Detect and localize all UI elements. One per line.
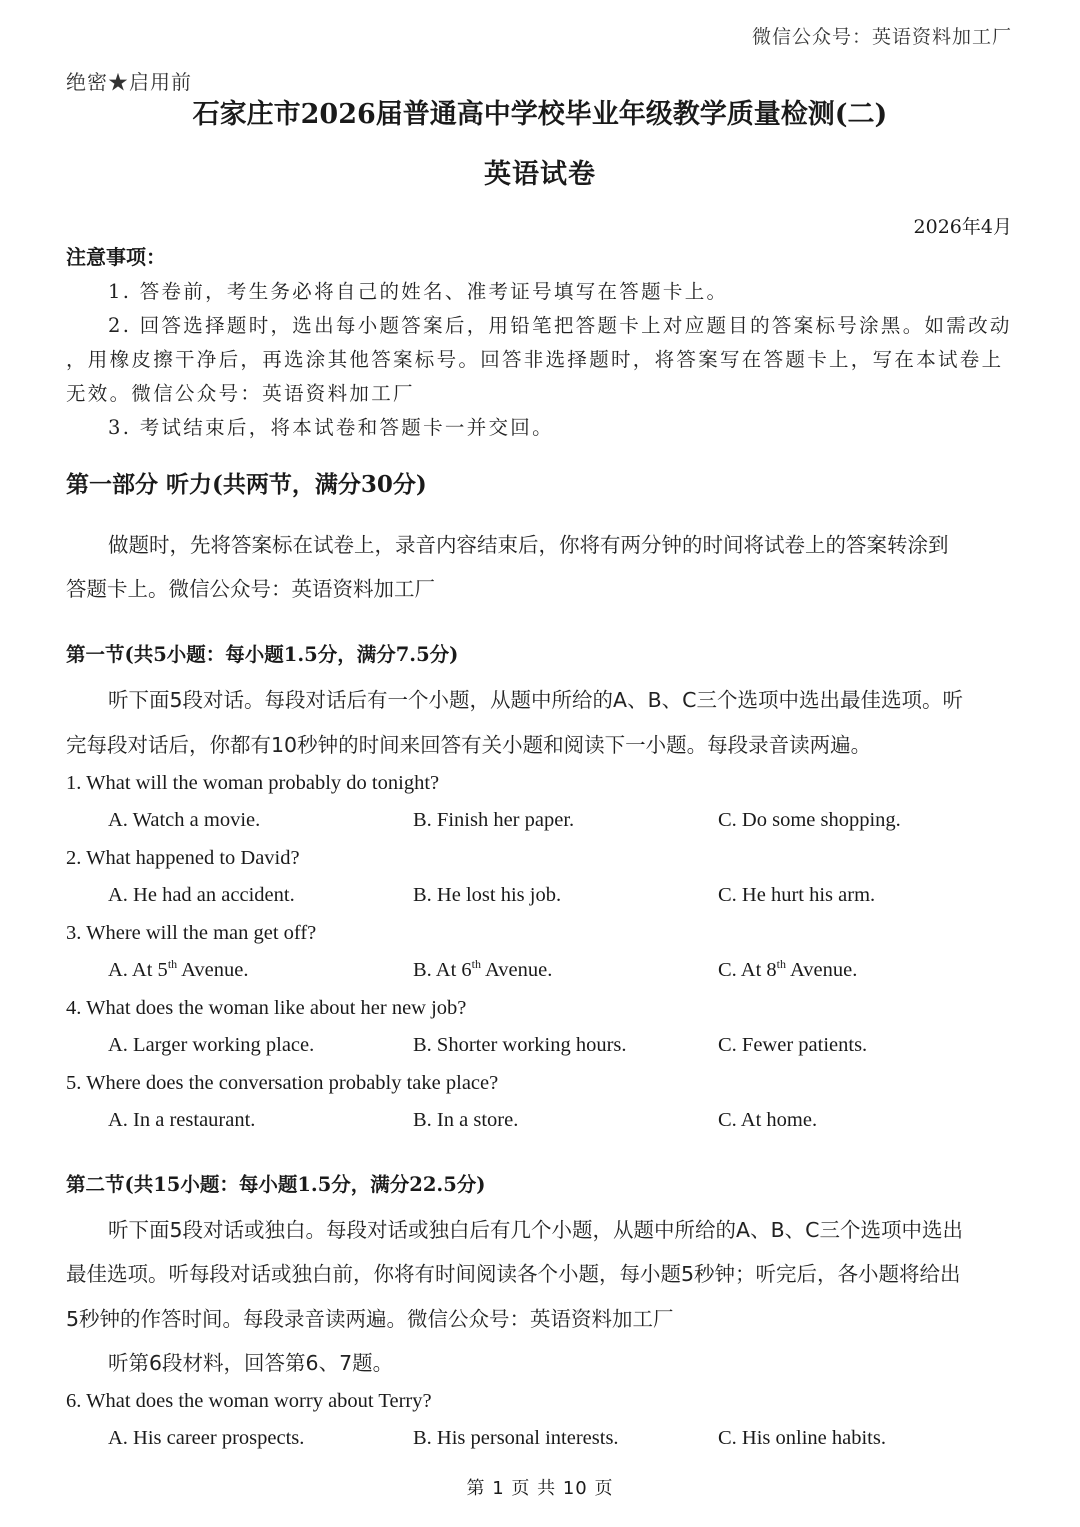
- exam-title: 石家庄市2026届普通高中学校毕业年级教学质量检测(二): [192, 99, 888, 130]
- notice-line-2a: 2. 回答选择题时，选出每小题答案后，用铅笔把答题卡上对应题目的答案标号涂黑。如需改动: [108, 314, 1012, 337]
- q2-option-a: A. He had an accident.: [108, 884, 295, 906]
- q5-option-c: C. At home.: [718, 1109, 818, 1131]
- q4-option-a: A. Larger working place.: [108, 1034, 315, 1056]
- exam-subtitle: 英语试卷: [484, 159, 596, 190]
- watermark-header: 微信公众号：英语资料加工厂: [751, 26, 1012, 48]
- section2-sub6: 听第6段材料，回答第6、7题。: [108, 1351, 394, 1375]
- section1-intro-a: 听下面5段对话。每段对话后有一个小题，从题中所给的A、B、C三个选项中选出最佳选项。听: [108, 688, 963, 712]
- q2-option-c: C. He hurt his arm.: [718, 884, 876, 906]
- question-4: 4. What does the woman like about her new job?: [66, 997, 467, 1019]
- q1-option-a: A. Watch a movie.: [108, 809, 261, 831]
- section2-title: 第二节(共15小题：每小题1.5分，满分22.5分): [66, 1173, 486, 1196]
- notice-line-2c: 无效。微信公众号：英语资料加工厂: [66, 382, 415, 405]
- notice-line-2b: ，用橡皮擦干净后，再选涂其他答案标号。回答非选择题时，将答案写在答题卡上，写在本试卷上: [66, 348, 1004, 371]
- question-6: 6. What does the woman worry about Terry?: [66, 1390, 432, 1412]
- notice-line-1: 1. 答卷前，考生务必将自己的姓名、准考证号填写在答题卡上。: [108, 280, 729, 303]
- page-number: 第 1 页 共 10 页: [466, 1478, 614, 1499]
- question-5: 5. Where does the conversation probably take place?: [66, 1072, 499, 1094]
- part1-title: 第一部分 听力(共两节，满分30分): [66, 471, 427, 498]
- section1-intro-b: 完每段对话后，你都有10秒钟的时间来回答有关小题和阅读下一小题。每段录音读两遍。: [66, 733, 872, 757]
- exam-date: 2026年4月: [913, 216, 1012, 238]
- q1-option-c: C. Do some shopping.: [718, 809, 901, 831]
- question-2: 2. What happened to David?: [66, 847, 300, 869]
- q6-option-b: B. His personal interests.: [413, 1427, 619, 1449]
- section2-intro-b: 最佳选项。听每段对话或独白前，你将有时间阅读各个小题，每小题5秒钟；听完后，各小题将给出: [66, 1262, 961, 1286]
- section1-title: 第一节(共5小题：每小题1.5分，满分7.5分): [66, 643, 459, 666]
- q6-option-c: C. His online habits.: [718, 1427, 886, 1449]
- q4-option-c: C. Fewer patients.: [718, 1034, 868, 1056]
- q3-option-b: B. At 6th Avenue.: [413, 957, 553, 981]
- part1-intro-a: 做题时，先将答案标在试卷上，录音内容结束后，你将有两分钟的时间将试卷上的答案转涂到: [108, 533, 949, 557]
- confidential-label: 绝密★启用前: [66, 70, 192, 94]
- q3-option-c: C. At 8th Avenue.: [718, 957, 858, 981]
- notice-line-3: 3. 考试结束后，将本试卷和答题卡一并交回。: [108, 416, 554, 439]
- section2-intro-c: 5秒钟的作答时间。每段录音读两遍。微信公众号：英语资料加工厂: [66, 1307, 674, 1331]
- q5-option-b: B. In a store.: [413, 1109, 519, 1131]
- notice-title: 注意事项：: [66, 245, 166, 269]
- q3-option-a: A. At 5th Avenue.: [108, 957, 249, 981]
- section2-intro-a: 听下面5段对话或独白。每段对话或独白后有几个小题，从题中所给的A、B、C三个选项中选出: [108, 1218, 963, 1242]
- question-3: 3. Where will the man get off?: [66, 922, 317, 944]
- part1-intro-b: 答题卡上。微信公众号：英语资料加工厂: [66, 577, 435, 601]
- q4-option-b: B. Shorter working hours.: [413, 1034, 627, 1056]
- question-1: 1. What will the woman probably do tonight?: [66, 772, 440, 794]
- q2-option-b: B. He lost his job.: [413, 884, 562, 906]
- q5-option-a: A. In a restaurant.: [108, 1109, 256, 1131]
- q1-option-b: B. Finish her paper.: [413, 809, 575, 831]
- q6-option-a: A. His career prospects.: [108, 1427, 305, 1449]
